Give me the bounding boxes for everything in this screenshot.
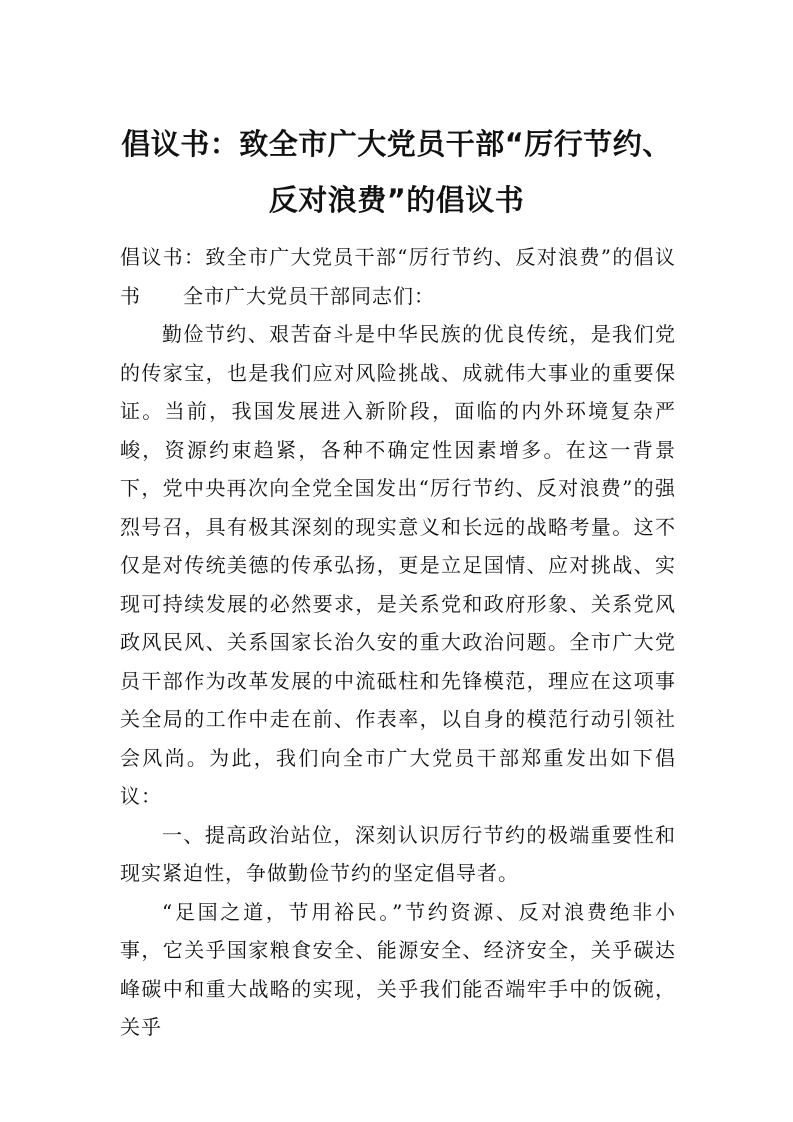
intro-paragraph: [120, 238, 676, 315]
title-line-2: 反对浪费”的倡议书: [268, 183, 525, 217]
body-paragraph-3: “足国之道，节用裕民。”节约资源、反对浪费绝非小事，它关乎国家粮食安全、能源安全、经济安全，关乎碳达峰碳中和重大战略的实现，关乎我们能否端牢手中的饭碗，关乎: [120, 899, 676, 1039]
salutation: 全市广大党员干部同志们：: [183, 283, 435, 308]
body-paragraph-2: 一、提高政治站位，深刻认识厉行节约的极端重要性和现实紧迫性，争做勤俭节约的坚定倡导者。: [120, 822, 676, 885]
title-line-1: 倡议书：致全市广大党员干部“厉行节约、: [121, 127, 672, 161]
intro-heading: 倡议书：致全市广大党员干部“厉行节约、反对浪费”的倡议书: [120, 245, 676, 308]
document-body: [120, 238, 676, 1047]
body-paragraph-1: 勤俭节约、艰苦奋斗是中华民族的优良传统，是我们党的传家宝，也是我们应对风险挑战、成就伟大事业的重要保证。当前，我国发展进入新阶段，面临的内外环境复杂严峻，资源约束趋紧，各种不确定性因素增多。在这一背景下，党中央再次向全党全国发出“厉行节约、反对浪费”的强烈号召，具有极其深刻的现实意义和长远的战略考量。这不仅是对传统美德的传承弘扬，更是立足国情、应对挑战、实现可持续发展的必然要求，是关系党和政府形象、关系党风政风民风、关系国家长治久安的重大政治问题。全市广大党员干部作为改革发展的中流砥柱和先锋模范，理应在这项事关全局的工作中走在前、作表率，以自身的模范行动引领社会风尚。为此，我们向全市广大党员干部郑重发出如下倡议：: [120, 322, 676, 808]
document-title: [100, 116, 693, 228]
